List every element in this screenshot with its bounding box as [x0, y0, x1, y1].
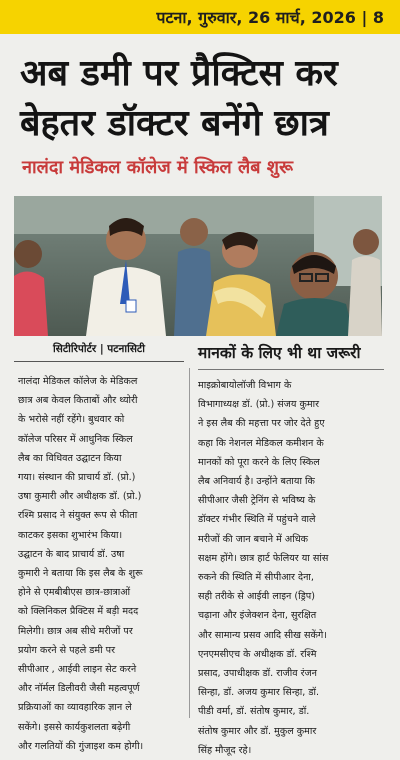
- right-line: मरीजों की जान बचाने में अधिक: [198, 533, 308, 545]
- left-line: और गलतियों की गुंजाइश कम होगी।: [18, 740, 144, 752]
- left-line: उषा कुमारी और अधीक्षक डॉ. (प्रो.): [18, 491, 142, 503]
- left-line: होने से एमबीबीएस छात्र-छात्राओं: [18, 587, 131, 599]
- right-line: संतोष कुमार और डॉ. मुकुल कुमार: [198, 725, 317, 737]
- right-line: सक्षम होंगे। छात्र हार्ट फेलियर या सांस: [198, 552, 329, 564]
- left-column: [18, 372, 184, 756]
- right-line: डॉक्टर गंभीर स्थिति में पहुंचने वाले: [198, 514, 316, 526]
- left-line: कॉलेज परिसर में आधुनिक स्किल: [18, 433, 133, 445]
- left-line: और नॉर्मल डिलीवरी जैसी महत्वपूर्ण: [18, 683, 140, 695]
- right-line: चढ़ाना और इंजेक्शन देना, सुरक्षित: [198, 610, 317, 622]
- left-line: रश्मि प्रसाद ने संयुक्त रूप से फीता: [18, 510, 138, 522]
- left-line: मिलेगी। छात्र अब सीधे मरीजों पर: [18, 625, 133, 637]
- right-line: विभागाध्यक्ष डॉ. (प्रो.) संजय कुमार: [198, 399, 320, 411]
- left-line: को क्लिनिकल प्रैक्टिस में बड़ी मदद: [18, 606, 139, 618]
- right-line: रुकने की स्थिति में सीपीआर देना,: [198, 572, 314, 584]
- headline-line-1: अब डमी पर प्रैक्टिस कर: [20, 53, 338, 94]
- left-line: सकेंगे। इससे कार्यकुशलता बढ़ेगी: [18, 721, 131, 733]
- left-line: लैब का विधिवत उद्घाटन किया: [18, 452, 122, 464]
- headline-line-2: बेहतर डॉक्टर बनेंगे छात्र: [20, 103, 329, 144]
- column-divider: [189, 368, 190, 718]
- left-line: के भरोसे नहीं रहेंगे। बुधवार को: [18, 414, 125, 426]
- left-line: काटकर इसका शुभारंभ किया।: [18, 529, 123, 541]
- right-line: मानकों को पूरा करने के लिए स्किल: [198, 456, 320, 468]
- news-photo: [14, 196, 382, 336]
- right-line: एनएमसीएच के अधीक्षक डॉ. रश्मि: [198, 648, 317, 660]
- right-line: माइक्रोबायोलॉजी विभाग के: [198, 380, 292, 391]
- left-line: छात्र अब केवल किताबों और थ्योरी: [18, 395, 138, 407]
- news-photo-illustration: [14, 196, 382, 336]
- left-line: कुमारी ने बताया कि इस लैब के शुरू: [18, 568, 143, 580]
- left-line: प्रयोग करने से पहले डमी पर: [18, 644, 116, 656]
- right-line: सिन्हा, डॉ. अजय कुमार सिन्हा, डॉ.: [198, 687, 320, 699]
- left-line: नालंदा मेडिकल कॉलेज के मेडिकल: [18, 376, 138, 387]
- left-line: उद्घाटन के बाद प्राचार्य डॉ. उषा: [18, 548, 125, 560]
- right-line: सिंह मौजूद रहे।: [198, 744, 252, 756]
- right-line: ने इस लैब की महत्ता पर जोर देते हुए: [198, 418, 325, 430]
- left-line: प्रक्रियाओं का व्यावहारिक ज्ञान ले: [18, 702, 132, 714]
- right-line: सीपीआर जैसी ट्रेनिंग से भविष्य के: [198, 495, 316, 507]
- right-line: प्रसाद, उपाधीक्षक डॉ. राजीव रंजन: [198, 668, 317, 680]
- right-line: पीडी वर्मा, डॉ. संतोष कुमार, डॉ.: [198, 706, 310, 718]
- right-line: कहा कि नेशनल मेडिकल कमीशन के: [198, 437, 324, 449]
- right-column: [198, 376, 384, 760]
- left-line: गया। संस्थान की प्राचार्य डॉ. (प्रो.): [18, 472, 136, 484]
- credit-rule: [14, 361, 184, 362]
- sidebar-title-rule: [198, 369, 384, 370]
- sidebar-title: मानकों के लिए भी था जरूरी: [198, 344, 361, 362]
- photo-credit: सिटीरिपोर्टर | पटनासिटी: [53, 343, 145, 355]
- right-line: लैब अनिवार्य है। उन्होंने बताया कि: [198, 476, 315, 488]
- right-line: और सामान्य प्रसव आदि सीख सकेंगे।: [198, 629, 327, 641]
- right-line: सही तरीके से आईवी लाइन (ड्रिप): [198, 591, 315, 603]
- dateline: पटना, गुरुवार, 26 मार्च, 2026 | 8: [156, 8, 384, 27]
- subheadline: नालंदा मेडिकल कॉलेज में स्किल लैब शुरू: [22, 157, 293, 178]
- left-line: सीपीआर , आईवी लाइन सेट करने: [18, 664, 137, 676]
